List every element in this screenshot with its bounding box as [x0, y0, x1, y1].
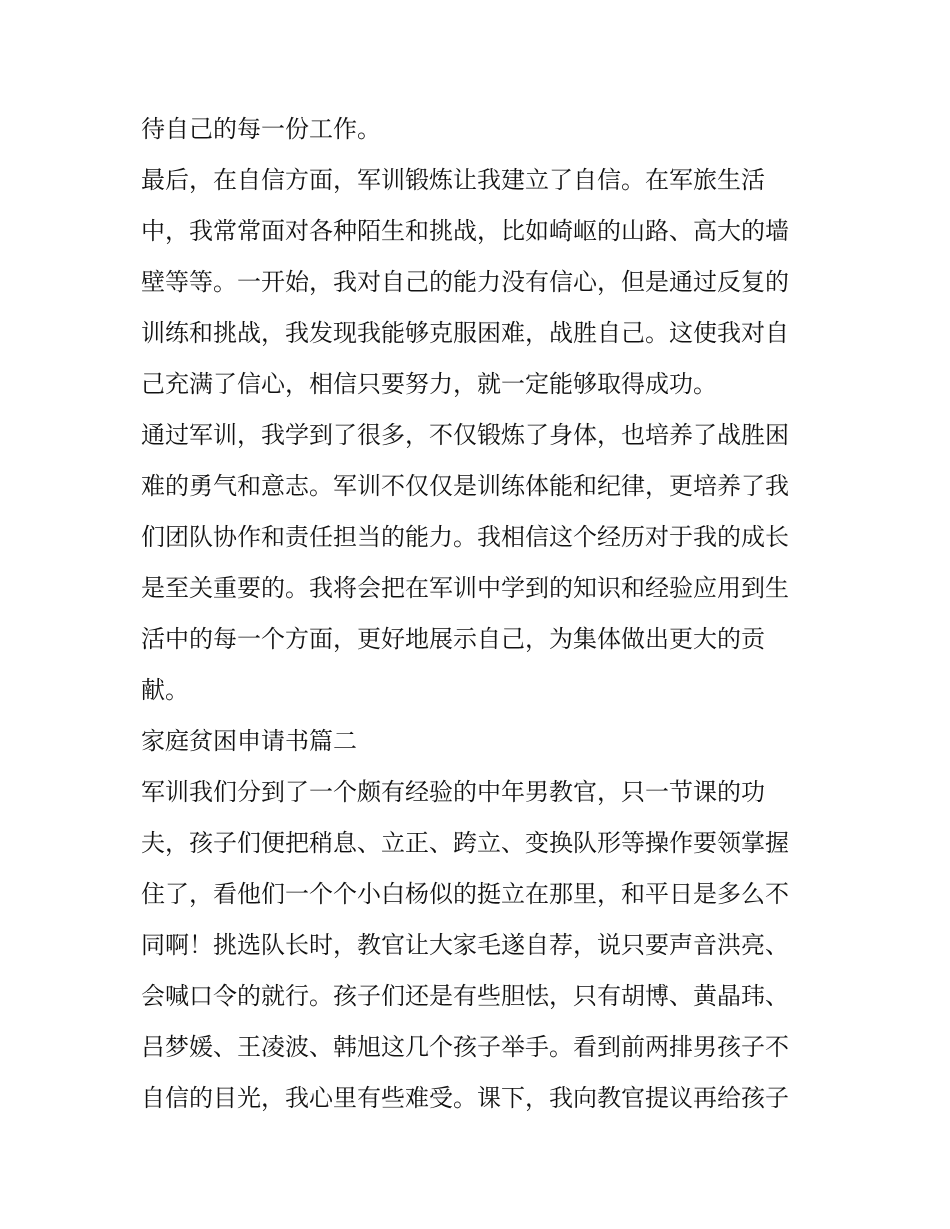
text-line: 待自己的每一份工作。: [141, 115, 381, 143]
text-line: 中，我常常面对各种陌生和挑战，比如崎岖的山路、高大的墙: [141, 217, 789, 245]
text-line: 军训我们分到了一个颇有经验的中年男教官，只一节课的功: [141, 778, 765, 806]
text-line: 夫，孩子们便把稍息、立正、跨立、变换队形等操作要领掌握: [141, 829, 789, 857]
text-line: 壁等等。一开始，我对自己的能力没有信心，但是通过反复的: [141, 268, 789, 296]
text-line: 住了，看他们一个个小白杨似的挺立在那里，和平日是多么不: [141, 880, 789, 908]
text-line: 己充满了信心，相信只要努力，就一定能够取得成功。: [141, 370, 717, 398]
text-line: 通过军训，我学到了很多，不仅锻炼了身体，也培养了战胜困: [141, 421, 789, 449]
section-heading: 家庭贫困申请书篇二: [141, 727, 357, 755]
text-line: 是至关重要的。我将会把在军训中学到的知识和经验应用到生: [141, 574, 789, 602]
text-line: 活中的每一个方面，更好地展示自己，为集体做出更大的贡: [141, 625, 765, 653]
text-line: 吕梦媛、王凌波、韩旭这几个孩子举手。看到前两排男孩子不: [141, 1033, 789, 1061]
text-line: 献。: [141, 676, 189, 704]
text-line: 难的勇气和意志。军训不仅仅是训练体能和纪律，更培养了我: [141, 472, 789, 500]
text-line: 同啊！挑选队长时，教官让大家毛遂自荐，说只要声音洪亮、: [141, 931, 789, 959]
text-line: 自信的目光，我心里有些难受。课下，我向教官提议再给孩子: [141, 1084, 789, 1112]
text-line: 们团队协作和责任担当的能力。我相信这个经历对于我的成长: [141, 523, 789, 551]
text-line: 最后，在自信方面，军训锻炼让我建立了自信。在军旅生活: [141, 166, 765, 194]
text-line: 训练和挑战，我发现我能够克服困难，战胜自己。这使我对自: [141, 319, 789, 347]
text-line: 会喊口令的就行。孩子们还是有些胆怯，只有胡博、黄晶玮、: [141, 982, 789, 1010]
document-body: [141, 104, 821, 1124]
